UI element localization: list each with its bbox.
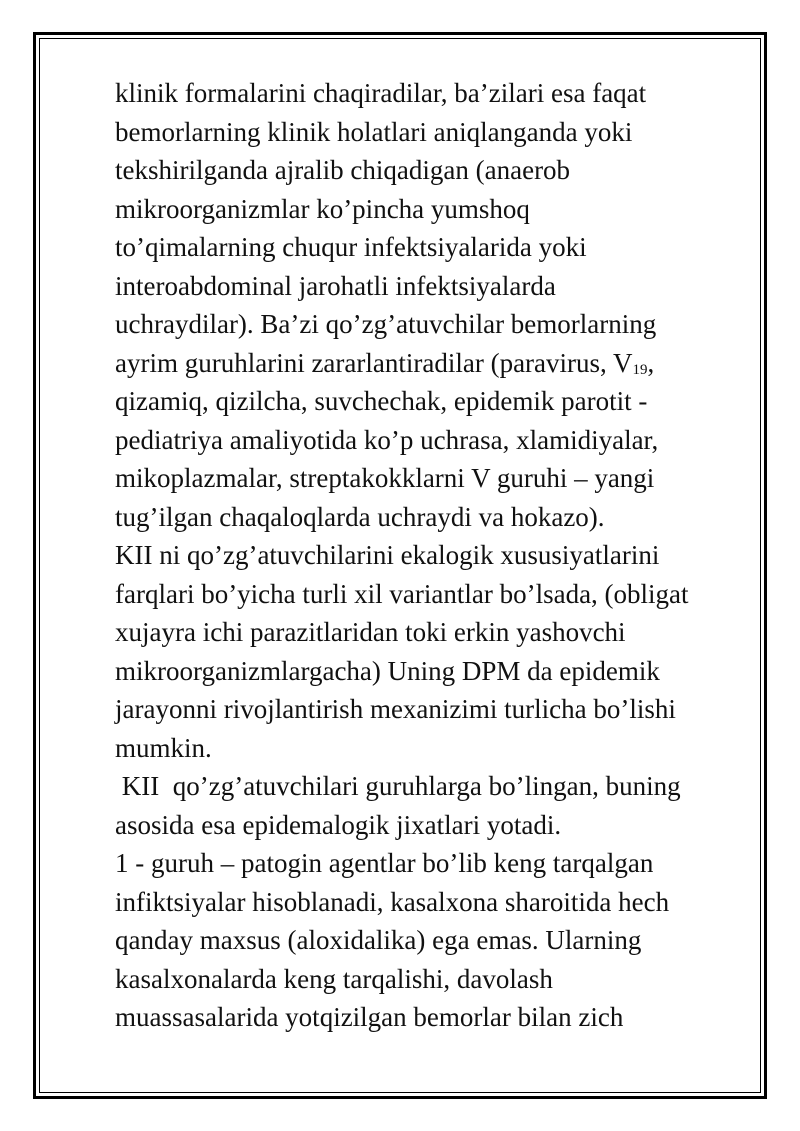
text-line: muassasalarida yotqizilgan bemorlar bilan zich (115, 1002, 624, 1032)
text-line: mikroorganizmlargacha) Uning DPM da epidemik (115, 655, 660, 686)
text-line: infiktsiyalar hisoblanadi, kasalxona sharoitida hech (115, 886, 670, 917)
text-segment: , (647, 347, 655, 378)
text-line: tekshirilganda ajralib chiqadigan (anaerob (115, 155, 571, 185)
text-line: pediatriya amaliyotida ko’p uchrasa, xlamidiyalar, (115, 424, 659, 455)
text-line: qizamiq, qizilcha, suvchechak, epidemik parotit - (115, 386, 648, 416)
text-line: bemorlarning klinik holatlari aniqlanganda yoki (115, 116, 633, 147)
text-line: jarayonni rivojlantirish mexanizimi turlicha bo’lishi (115, 694, 676, 724)
text-line: xujayra ichi parazitlaridan toki erkin yashovchi (115, 617, 626, 647)
text-segment: ayrim guruhlarini zararlantiradilar (paravirus, V (115, 347, 633, 378)
text-line: klinik formalarini chaqiradilar, ba’zilari esa faqat (115, 78, 647, 108)
text-line: mikroorganizmlar ko’pincha yumshoq (115, 193, 530, 224)
text-line: qanday maxsus (aloxidalika) ega emas. Ularning (115, 925, 642, 955)
text-line: to’qimalarning chuqur infektsiyalarida yoki (115, 232, 587, 262)
text-line: uchraydilar). Ba’zi qo’zg’atuvchilar bemorlarning (115, 309, 657, 339)
text-line: mikoplazmalar, streptakokklarni V guruhi – yangi (115, 463, 655, 493)
text-line-with-subscript (115, 344, 745, 383)
subscript-number: 19 (632, 361, 648, 378)
text-line: 1 - guruh – patogin agentlar bo’lib keng tarqalgan (115, 848, 654, 878)
text-line: kasalxonalarda keng tarqalishi, davolash (115, 963, 553, 994)
document-body (115, 74, 745, 1037)
text-line: asosida esa epidemalogik jixatlari yotadi. (115, 809, 562, 840)
text-line: farqlari bo’yicha turli xil variantlar bo’lsada, (obligat (115, 578, 689, 609)
text-line: mumkin. (115, 732, 212, 763)
text-line: interoabdominal jarohatli infektsiyalarda (115, 270, 556, 301)
text-line: KII ni qo’zg’atuvchilarini ekalogik xususiyatlarini (115, 540, 660, 570)
text-line: KII qo’zg’atuvchilari guruhlarga bo’lingan, buning (115, 771, 681, 801)
text-line: tug’ilgan chaqaloqlarda uchraydi va hokazo). (115, 501, 605, 532)
